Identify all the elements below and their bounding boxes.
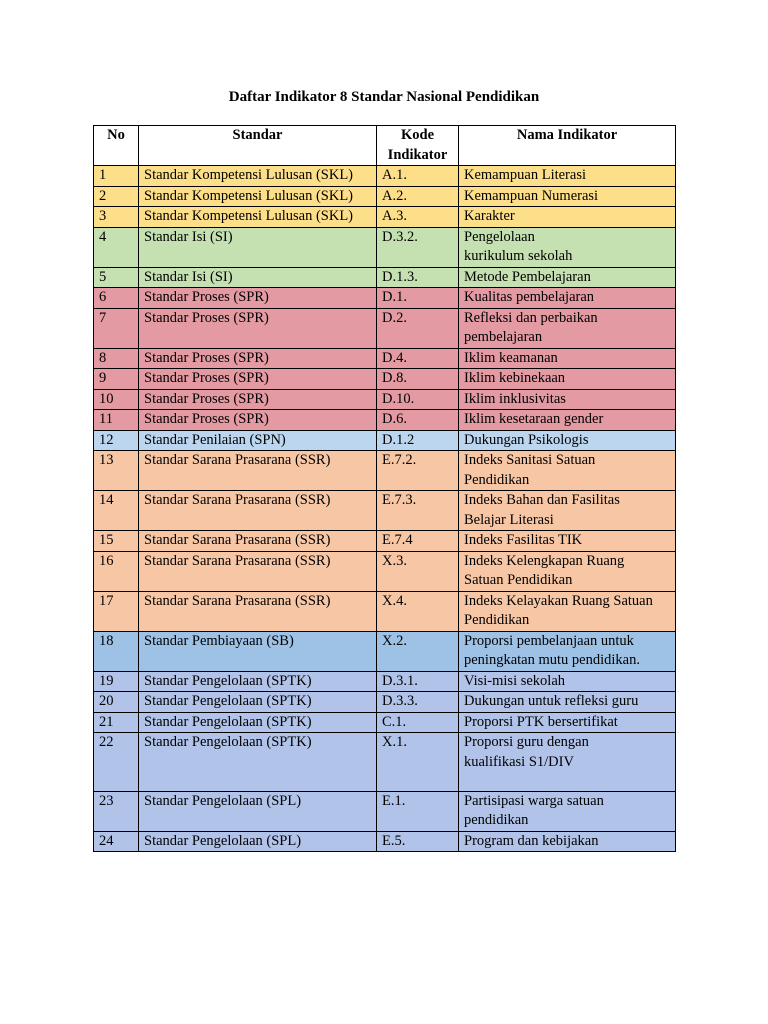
cell-no: 14 (94, 491, 139, 531)
cell-no: 2 (94, 186, 139, 207)
cell-kode: E.5. (377, 831, 459, 852)
header-nama-indikator: Nama Indikator (459, 126, 676, 166)
indicator-table (93, 125, 676, 852)
cell-standar: Standar Isi (SI) (139, 227, 377, 267)
cell-kode: A.2. (377, 186, 459, 207)
table-row (94, 631, 676, 671)
cell-kode: D.6. (377, 410, 459, 431)
cell-standar: Standar Pengelolaan (SPTK) (139, 733, 377, 792)
cell-kode: D.1. (377, 288, 459, 309)
cell-nama: Partisipasi warga satuan pendidikan (459, 791, 676, 831)
cell-nama: Indeks Kelayakan Ruang Satuan Pendidikan (459, 591, 676, 631)
table-row (94, 389, 676, 410)
cell-kode: D.3.3. (377, 692, 459, 713)
cell-standar: Standar Pembiayaan (SB) (139, 631, 377, 671)
cell-kode: X.3. (377, 551, 459, 591)
table-row (94, 671, 676, 692)
cell-nama: Metode Pembelajaran (459, 267, 676, 288)
cell-no: 1 (94, 166, 139, 187)
cell-kode: D.10. (377, 389, 459, 410)
cell-kode: D.1.3. (377, 267, 459, 288)
cell-standar: Standar Proses (SPR) (139, 348, 377, 369)
cell-no: 8 (94, 348, 139, 369)
cell-standar: Standar Kompetensi Lulusan (SKL) (139, 207, 377, 228)
cell-nama: Proporsi guru dengan kualifikasi S1/DIV (459, 733, 676, 792)
cell-standar: Standar Sarana Prasarana (SSR) (139, 531, 377, 552)
cell-nama: Kualitas pembelajaran (459, 288, 676, 309)
cell-no: 11 (94, 410, 139, 431)
cell-no: 16 (94, 551, 139, 591)
cell-standar: Standar Proses (SPR) (139, 410, 377, 431)
table-row (94, 227, 676, 267)
table-row (94, 348, 676, 369)
cell-no: 24 (94, 831, 139, 852)
table-row (94, 712, 676, 733)
cell-no: 4 (94, 227, 139, 267)
document-title: Daftar Indikator 8 Standar Nasional Pendidikan (228, 89, 540, 105)
table-row (94, 430, 676, 451)
cell-no: 22 (94, 733, 139, 792)
table-row (94, 207, 676, 228)
cell-kode: A.3. (377, 207, 459, 228)
cell-nama: Dukungan untuk refleksi guru (459, 692, 676, 713)
cell-kode: E.7.2. (377, 451, 459, 491)
table-row (94, 551, 676, 591)
table-header (94, 126, 676, 166)
cell-standar: Standar Sarana Prasarana (SSR) (139, 591, 377, 631)
cell-kode: C.1. (377, 712, 459, 733)
table-row (94, 531, 676, 552)
header-no: No (94, 126, 139, 166)
cell-standar: Standar Sarana Prasarana (SSR) (139, 451, 377, 491)
cell-standar: Standar Proses (SPR) (139, 308, 377, 348)
cell-standar: Standar Kompetensi Lulusan (SKL) (139, 186, 377, 207)
cell-nama: Iklim inklusivitas (459, 389, 676, 410)
cell-standar: Standar Sarana Prasarana (SSR) (139, 551, 377, 591)
table-row (94, 308, 676, 348)
cell-nama: Program dan kebijakan (459, 831, 676, 852)
cell-nama: Indeks Fasilitas TIK (459, 531, 676, 552)
table-row (94, 166, 676, 187)
cell-kode: E.7.3. (377, 491, 459, 531)
cell-no: 13 (94, 451, 139, 491)
cell-kode: A.1. (377, 166, 459, 187)
cell-kode: D.1.2 (377, 430, 459, 451)
cell-kode: D.8. (377, 369, 459, 390)
cell-no: 10 (94, 389, 139, 410)
cell-standar: Standar Pengelolaan (SPTK) (139, 692, 377, 713)
cell-kode: E.7.4 (377, 531, 459, 552)
table-row (94, 369, 676, 390)
header-row (94, 126, 676, 166)
cell-no: 15 (94, 531, 139, 552)
cell-nama: Indeks Kelengkapan Ruang Satuan Pendidikan (459, 551, 676, 591)
cell-no: 23 (94, 791, 139, 831)
cell-nama: Indeks Sanitasi Satuan Pendidikan (459, 451, 676, 491)
cell-kode: D.3.1. (377, 671, 459, 692)
cell-kode: X.4. (377, 591, 459, 631)
cell-kode: D.3.2. (377, 227, 459, 267)
table-row (94, 186, 676, 207)
cell-standar: Standar Proses (SPR) (139, 369, 377, 390)
table-row (94, 692, 676, 713)
cell-standar: Standar Isi (SI) (139, 267, 377, 288)
cell-nama: Dukungan Psikologis (459, 430, 676, 451)
cell-standar: Standar Pengelolaan (SPTK) (139, 712, 377, 733)
cell-nama: Proporsi PTK bersertifikat (459, 712, 676, 733)
cell-standar: Standar Penilaian (SPN) (139, 430, 377, 451)
cell-nama: Pengelolaan kurikulum sekolah (459, 227, 676, 267)
cell-standar: Standar Pengelolaan (SPL) (139, 831, 377, 852)
cell-standar: Standar Pengelolaan (SPL) (139, 791, 377, 831)
cell-kode: D.2. (377, 308, 459, 348)
cell-kode: D.4. (377, 348, 459, 369)
cell-no: 18 (94, 631, 139, 671)
table-row (94, 733, 676, 792)
cell-standar: Standar Pengelolaan (SPTK) (139, 671, 377, 692)
cell-standar: Standar Proses (SPR) (139, 288, 377, 309)
cell-standar: Standar Proses (SPR) (139, 389, 377, 410)
cell-nama: Iklim kebinekaan (459, 369, 676, 390)
cell-no: 20 (94, 692, 139, 713)
table-row (94, 831, 676, 852)
cell-nama: Kemampuan Literasi (459, 166, 676, 187)
table-row (94, 451, 676, 491)
table-row (94, 410, 676, 431)
header-standar: Standar (139, 126, 377, 166)
cell-nama: Indeks Bahan dan Fasilitas Belajar Literasi (459, 491, 676, 531)
cell-no: 3 (94, 207, 139, 228)
cell-nama: Kemampuan Numerasi (459, 186, 676, 207)
table-row (94, 288, 676, 309)
cell-nama: Iklim keamanan (459, 348, 676, 369)
cell-no: 6 (94, 288, 139, 309)
cell-standar: Standar Sarana Prasarana (SSR) (139, 491, 377, 531)
cell-no: 12 (94, 430, 139, 451)
cell-nama: Proporsi pembelanjaan untuk peningkatan mutu pendidikan. (459, 631, 676, 671)
cell-no: 17 (94, 591, 139, 631)
table-row (94, 591, 676, 631)
table-row (94, 791, 676, 831)
cell-kode: E.1. (377, 791, 459, 831)
table-body (94, 166, 676, 852)
cell-no: 5 (94, 267, 139, 288)
table-row (94, 267, 676, 288)
cell-nama: Karakter (459, 207, 676, 228)
cell-nama: Visi-misi sekolah (459, 671, 676, 692)
cell-kode: X.2. (377, 631, 459, 671)
cell-no: 19 (94, 671, 139, 692)
cell-kode: X.1. (377, 733, 459, 792)
cell-nama: Iklim kesetaraan gender (459, 410, 676, 431)
cell-nama: Refleksi dan perbaikan pembelajaran (459, 308, 676, 348)
table-row (94, 491, 676, 531)
cell-standar: Standar Kompetensi Lulusan (SKL) (139, 166, 377, 187)
cell-no: 21 (94, 712, 139, 733)
cell-no: 7 (94, 308, 139, 348)
header-kode-indikator: Kode Indikator (377, 126, 459, 166)
cell-no: 9 (94, 369, 139, 390)
